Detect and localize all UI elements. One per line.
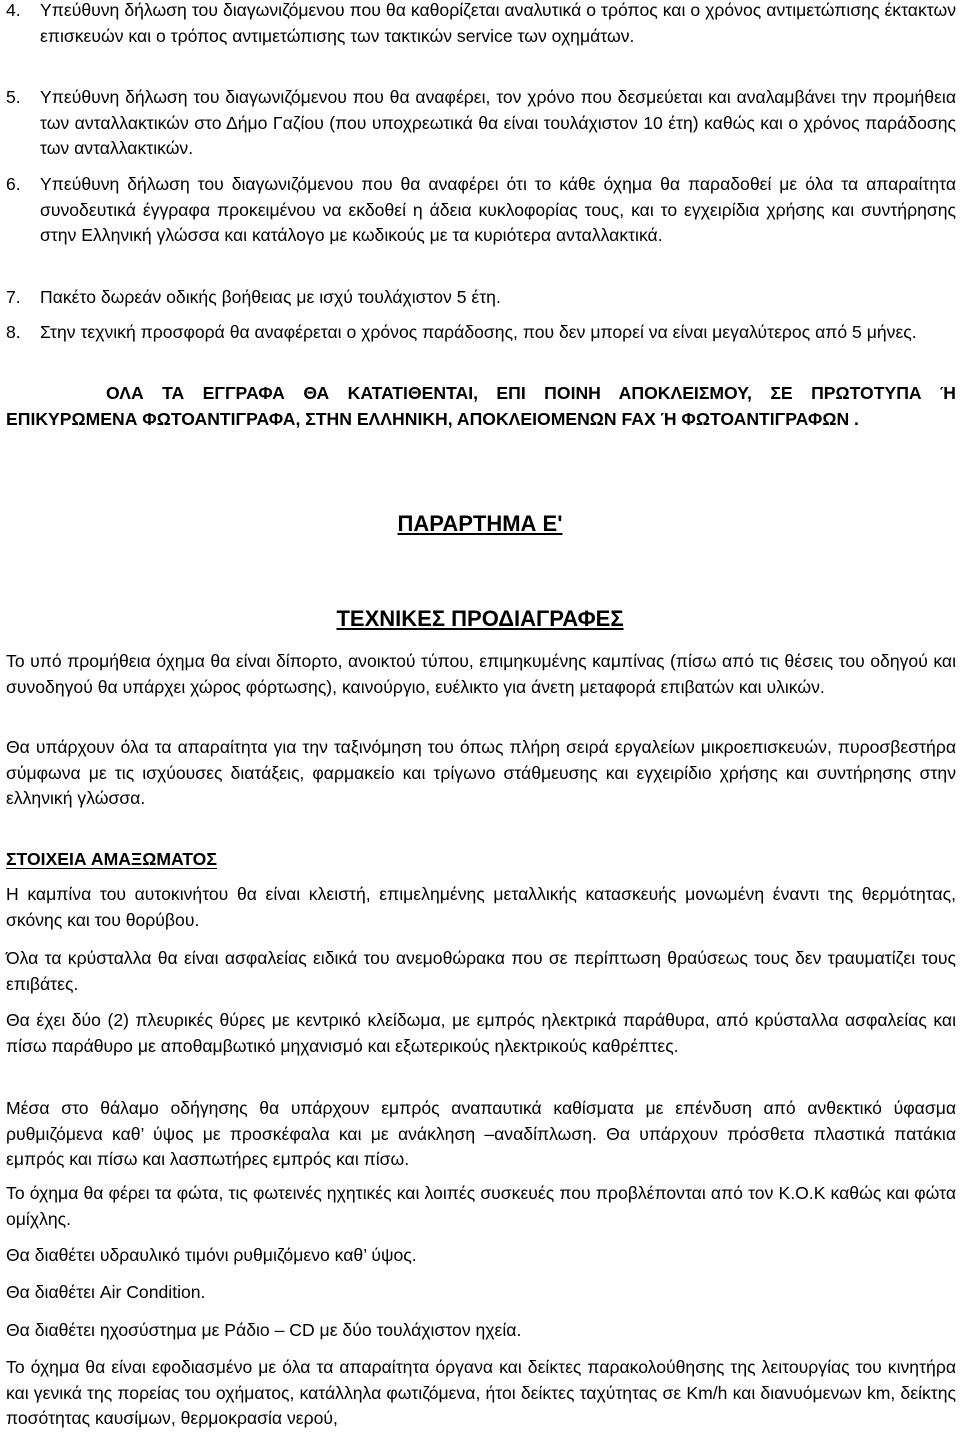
body-paragraph: Θα διαθέτει υδραυλικό τιμόνι ρυθμιζόμενο καθ’ ύψος. [6, 1245, 417, 1265]
intro-paragraph: Το υπό προμήθεια όχημα θα είναι δίπορτο, ανοικτού τύπου, επιμηκυμένης καμπίνας (πίσω από τις θέσεις του οδηγού και συνοδηγού θα υπάρχει χώρος φόρτωσης), καινούργιο, ευέλικτο για άνετη μεταφορά επιβατών και υλικών. [6, 651, 956, 697]
specifications-title: ΤΕΧΝΙΚΕΣ ΠΡΟΔΙΑΓΡΑΦΕΣ [336, 606, 624, 631]
body-section-title: ΣΤΟΙΧΕΙΑ ΑΜΑΞΩΜΑΤΟΣ [6, 849, 217, 869]
intro-paragraph: Θα υπάρχουν όλα τα απαραίτητα για την ταξινόμηση του όπως πλήρη σειρά εργαλείων μικροεπισκευών, πυροσβεστήρα σύμφωνα με τις ισχύουσες διατάξεις, φαρμακείο και τρίγωνο στάθμευσης και εγχειρίδιο χρήσης και συντήρησης στην ελληνική γλώσσα. [6, 737, 956, 809]
list-item [6, 285, 956, 311]
body-paragraph: Θα διαθέτει ηχοσύστημα με Ράδιο – CD με δύο τουλάχιστον ηχεία. [6, 1320, 522, 1340]
body-paragraph: Θα διαθέτει Air Condition. [6, 1282, 206, 1302]
list-item-number: 4. [6, 0, 21, 20]
list-item-number: 5. [6, 87, 21, 107]
body-paragraph: Το όχημα θα είναι εφοδιασμένο με όλα τα απαραίτητα όργανα και δείκτες παρακολούθησης της λειτουργίας του κινητήρα και γενικά της πορείας του οχήματος, κατάλληλα φωτιζόμενα, ήτοι δείκτες ταχύτητας σε Km/h και διανυόμενων km, δείκτης ποσότητας καυσίμων, θερμοκρασία νερού, [6, 1357, 956, 1429]
list-item [6, 172, 956, 249]
annex-title: ΠΑΡΑΡΤΗΜΑ Ε' [397, 511, 563, 536]
list-item [6, 320, 956, 346]
list-item-text: Υπεύθυνη δήλωση του διαγωνιζόμενου που θα αναφέρει ότι το κάθε όχημα θα παραδοθεί με όλα τα απαραίτητα συνοδευτικά έγγραφα προκειμένου να εκδοθεί η άδεια κυκλοφορίας τους, και το εγχειρίδια χρήσης και συντήρησης στην Ελληνική γλώσσα και κατάλογο με κωδικούς με τα κυριότερα ανταλλακτικά. [40, 174, 956, 246]
list-item-number: 7. [6, 287, 21, 307]
body-paragraph: Το όχημα θα φέρει τα φώτα, τις φωτεινές ηχητικές και λοιπές συσκευές που προβλέπονται από τον Κ.Ο.Κ καθώς και φώτα ομίχλης. [6, 1183, 956, 1229]
body-paragraph: Η καμπίνα του αυτοκινήτου θα είναι κλειστή, επιμελημένης μεταλλικής κατασκευής μονωμένη έναντι της θερμότητας, σκόνης και του θορύβου. [6, 884, 956, 930]
list-item-number: 6. [6, 174, 21, 194]
list-item-text: Στην τεχνική προσφορά θα αναφέρεται ο χρόνος παράδοσης, που δεν μπορεί να είναι μεγαλύτερος από 5 μήνες. [40, 322, 917, 342]
body-paragraph: Όλα τα κρύσταλλα θα είναι ασφαλείας ειδικά του ανεμοθώρακα που σε περίπτωση θραύσεως τους δεν τραυματίζει τους επιβάτες. [6, 948, 956, 994]
list-item-number: 8. [6, 322, 21, 342]
list-item [6, 85, 956, 162]
list-item-text: Πακέτο δωρεάν οδικής βοήθειας με ισχύ τουλάχιστον 5 έτη. [40, 287, 501, 307]
list-item-text: Υπεύθυνη δήλωση του διαγωνιζόμενου που θα αναφέρει, τον χρόνο που δεσμεύεται και αναλαμβάνει την προμήθεια των ανταλλακτικών στο Δήμο Γαζίου (που υποχρεωτικά θα είναι τουλάχιστον 10 έτη) καθώς και ο χρόνος παράδοσης των ανταλλακτικών. [40, 87, 956, 159]
list-item-text: Υπεύθυνη δήλωση του διαγωνιζόμενου που θα καθορίζεται αναλυτικά ο τρόπος και ο χρόνος αντιμετώπισης έκτακτων επισκευών και ο τρόπος αντιμετώπισης των τακτικών service των οχημάτων. [40, 0, 956, 46]
list-item [6, 0, 956, 49]
body-paragraph: Θα έχει δύο (2) πλευρικές θύρες με κεντρικό κλείδωμα, με εμπρός ηλεκτρικά παράθυρα, από κρύσταλλα ασφαλείας και πίσω παράθυρο με αποθαμβωτικό μηχανισμό και εξωτερικούς ηλεκτρικούς καθρέπτες. [6, 1010, 956, 1056]
body-paragraph: Μέσα στο θάλαμο οδήγησης θα υπάρχουν εμπρός αναπαυτικά καθίσματα με επένδυση από ανθεκτικό ύφασμα ρυθμιζόμενα καθ’ ύψος με προσκέφαλα και με ανάκληση –αναδίπλωση. Θα υπάρχουν πρόσθετα πλαστικά πατάκια εμπρός και πίσω και λασπωτήρες εμπρός και πίσω. [6, 1098, 956, 1170]
submission-notice: ΟΛΑ ΤΑ ΕΓΓΡΑΦΑ ΘΑ ΚΑΤΑΤΙΘΕΝΤΑΙ, ΕΠΙ ΠΟΙΝΗ ΑΠΟΚΛΕΙΣΜΟΥ, ΣΕ ΠΡΩΤΟΤΥΠΑ Ή ΕΠΙΚΥΡΩΜΕΝΑ ΦΩΤΟΑΝΤΙΓΡΑΦΑ, ΣΤΗΝ ΕΛΛΗΝΙΚΗ, ΑΠΟΚΛΕΙΟΜΕΝΩΝ FAX Ή ΦΩΤΟΑΝΤΙΓΡΑΦΩΝ . [6, 383, 956, 429]
